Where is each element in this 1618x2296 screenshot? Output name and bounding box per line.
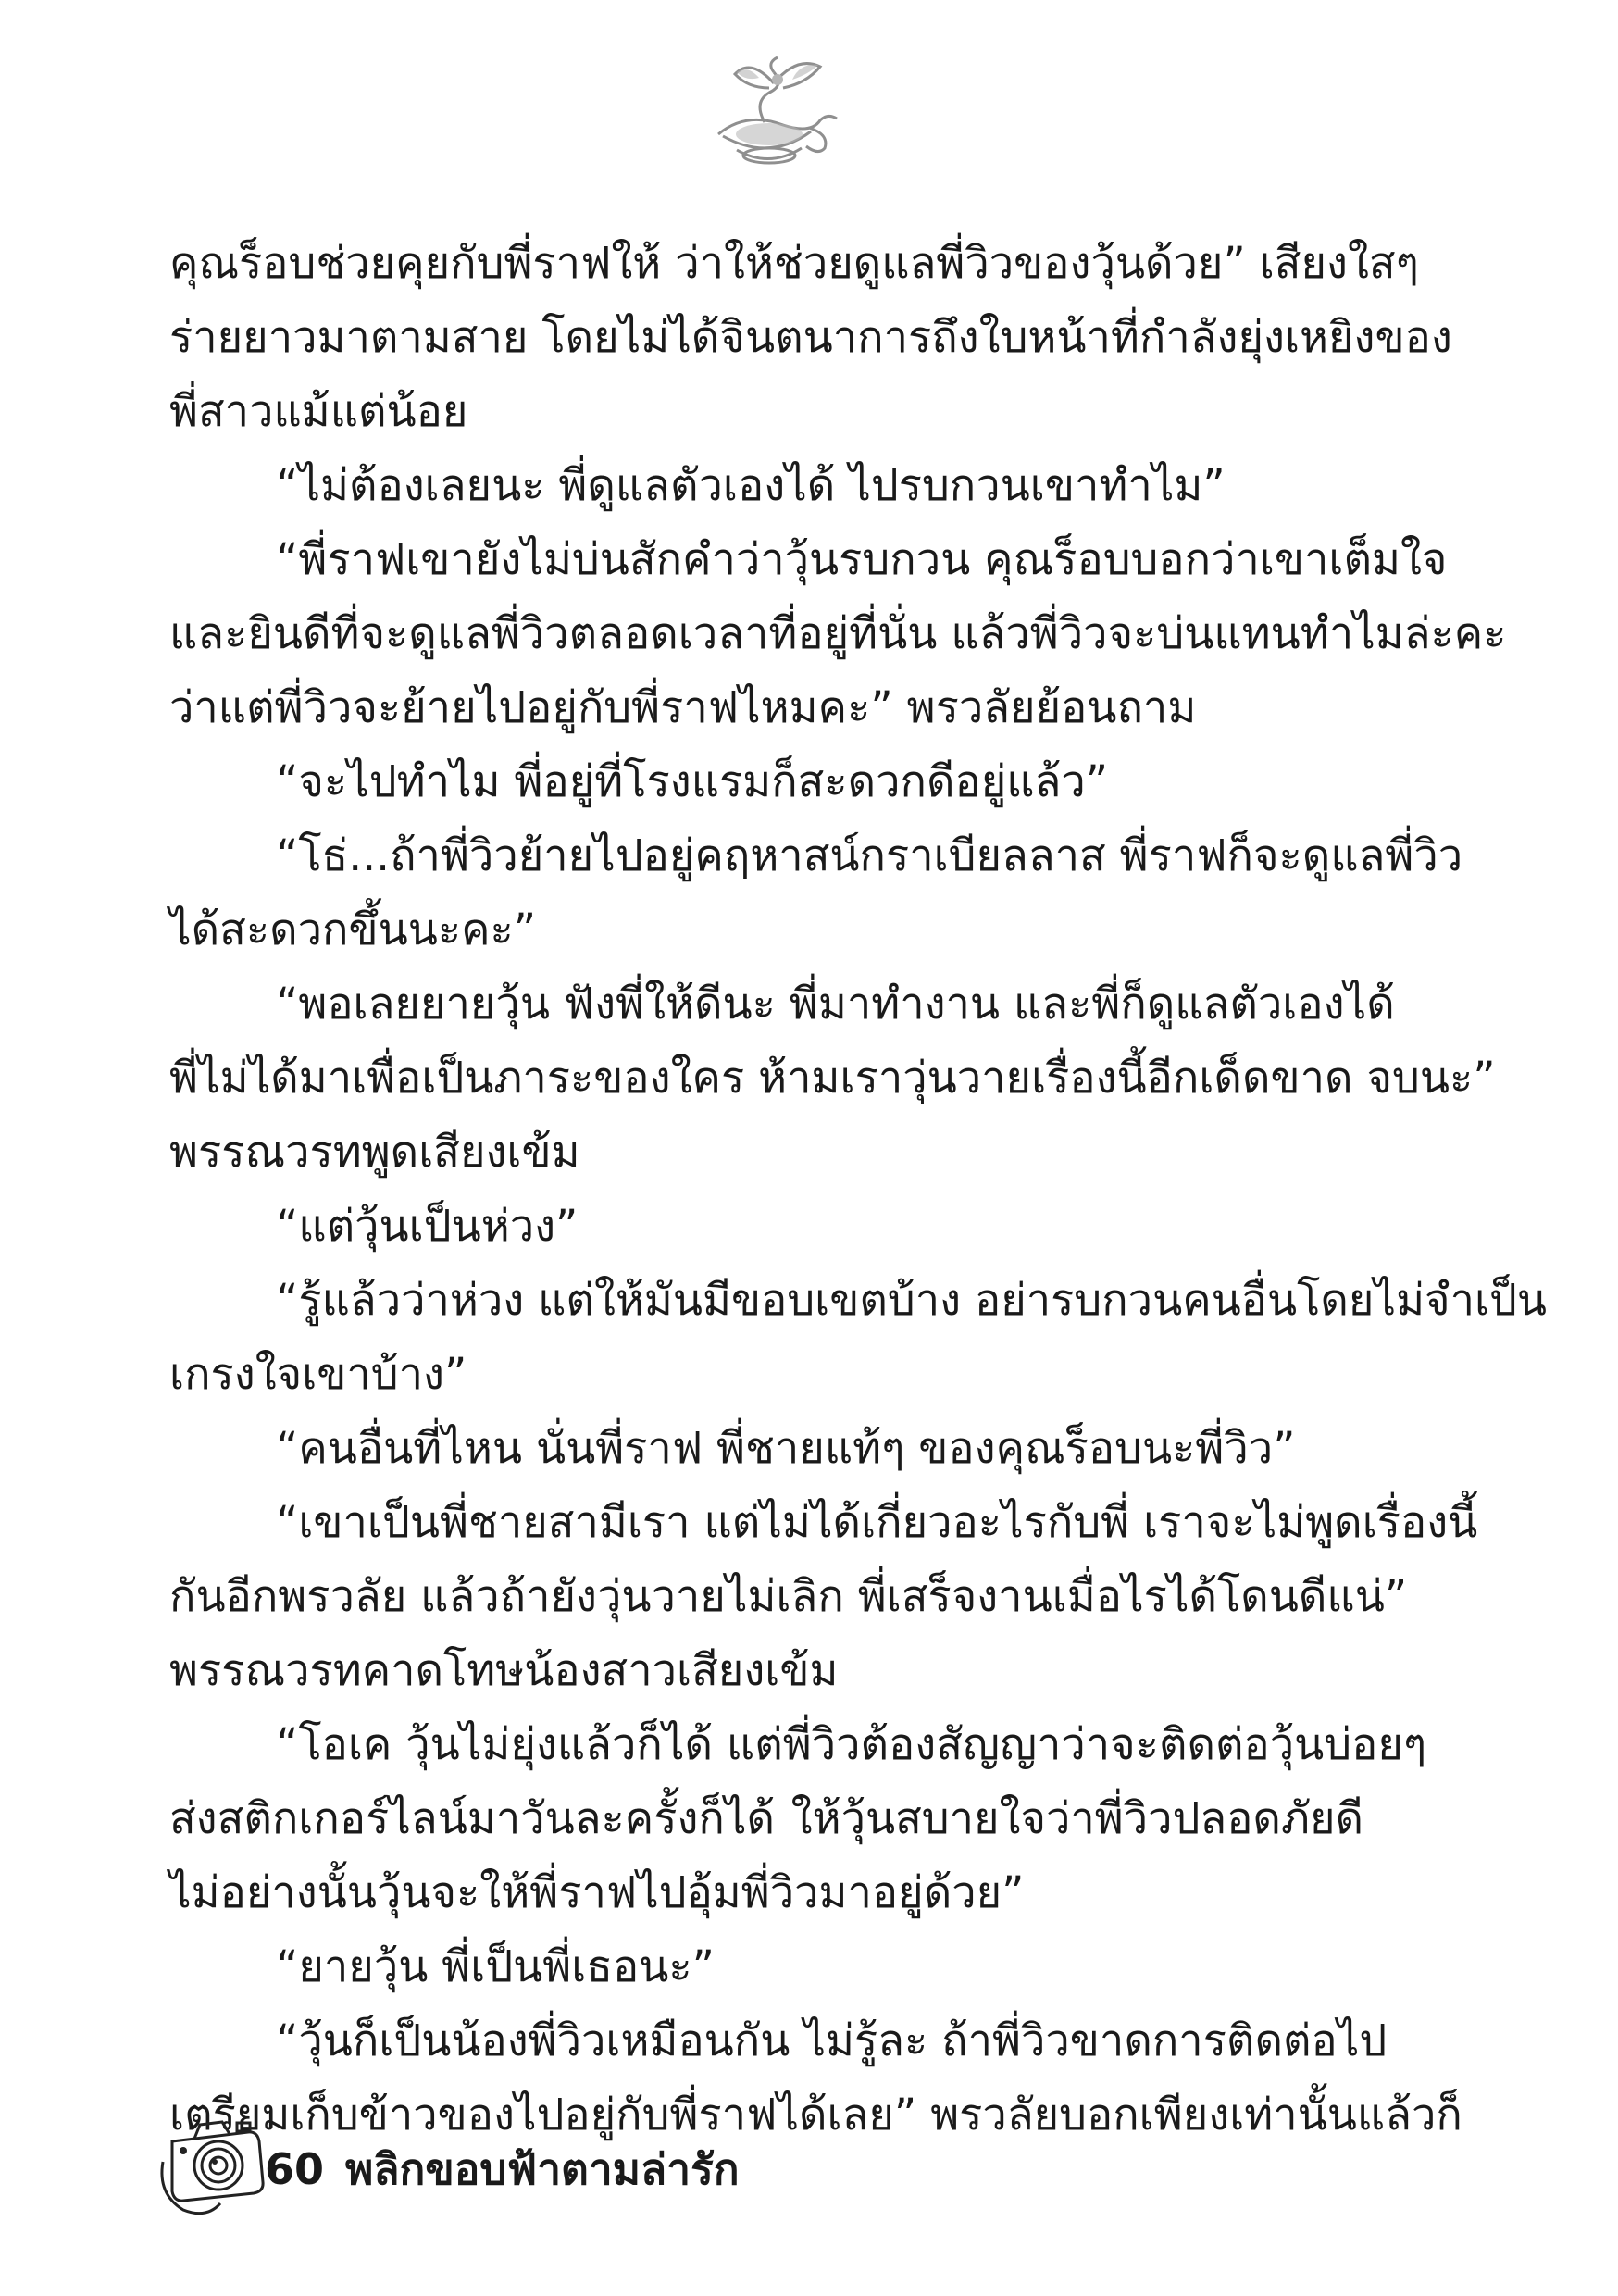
- text-line-19: กันอีกพรวลัย แล้วถ้ายังวุ่นวายไม่เลิก พี่เสร็จงานเมื่อไรได้โดนดีแน่”: [169, 1571, 1408, 1622]
- text-line-1: คุณร็อบช่วยคุยกับพี่ราฟให้ ว่าให้ช่วยดูแลพี่วิวของวุ้นด้วย” เสียงใสๆ: [169, 238, 1419, 289]
- text-line-4: “ไม่ต้องเลยนะ พี่ดูแลตัวเองได้ ไปรบกวนเขาทำไม”: [276, 460, 1226, 511]
- text-line-13: พรรณวรทพูดเสียงเข้ม: [169, 1127, 580, 1178]
- book-title: พลิกขอบฟ้าตามล่ารัก: [345, 2144, 740, 2194]
- text-line-5: “พี่ราฟเขายังไม่บ่นสักคำว่าวุ้นรบกวน คุณร็อบบอกว่าเขาเต็มใจ: [276, 534, 1448, 585]
- text-line-2: ร่ายยาวมาตามสาย โดยไม่ได้จินตนาการถึงใบหน้าที่กำลังยุ่งเหยิงของ: [169, 312, 1452, 363]
- text-line-23: ไม่อย่างนั้นวุ้นจะให้พี่ราฟไปอุ้มพี่วิวมาอยู่ด้วย”: [169, 1867, 1025, 1918]
- text-line-21: “โอเค วุ้นไม่ยุ่งแล้วก็ได้ แต่พี่วิวต้องสัญญาว่าจะติดต่อวุ้นบ่อยๆ: [276, 1719, 1427, 1770]
- text-line-12: พี่ไม่ได้มาเพื่อเป็นภาระของใคร ห้ามเราวุ่นวายเรื่องนี้อีกเด็ดขาด จบนะ”: [169, 1053, 1496, 1104]
- text-line-25: “วุ้นก็เป็นน้องพี่วิวเหมือนกัน ไม่รู้ละ ถ้าพี่วิวขาดการติดต่อไป: [276, 2015, 1388, 2066]
- text-line-20: พรรณวรทคาดโทษน้องสาวเสียงเข้ม: [169, 1645, 839, 1696]
- text-line-7: ว่าแต่พี่วิวจะย้ายไปอยู่กับพี่ราฟไหมคะ” พรวลัยย้อนถาม: [169, 682, 1197, 733]
- page-footer: [156, 2106, 896, 2227]
- text-line-17: “คนอื่นที่ไหน นั่นพี่ราฟ พี่ชายแท้ๆ ของคุณร็อบนะพี่วิว”: [276, 1423, 1296, 1474]
- text-line-11: “พอเลยยายวุ้น ฟังพี่ให้ดีนะ พี่มาทำงาน และพี่ก็ดูแลตัวเองได้: [276, 979, 1395, 1029]
- text-line-14: “แต่วุ้นเป็นห่วง”: [276, 1201, 579, 1252]
- text-line-3: พี่สาวแม้แต่น้อย: [169, 386, 468, 437]
- page-number: 60: [265, 2144, 325, 2194]
- text-line-16: เกรงใจเขาบ้าง”: [169, 1349, 467, 1400]
- text-line-10: ได้สะดวกขึ้นนะคะ”: [169, 905, 537, 955]
- camera-icon: [156, 2106, 276, 2222]
- text-line-24: “ยายวุ้น พี่เป็นพี่เธอนะ”: [276, 1941, 715, 1992]
- text-line-22: ส่งสติกเกอร์ไลน์มาวันละครั้งก็ได้ ให้วุ้นสบายใจว่าพี่วิวปลอดภัยดี: [169, 1793, 1363, 1844]
- text-line-26: เตรียมเก็บข้าวของไปอยู่กับพี่ราฟได้เลย” พรวลัยบอกเพียงเท่านั้นแล้วก็: [169, 2090, 1462, 2140]
- text-line-8: “จะไปทำไม พี่อยู่ที่โรงแรมก็สะดวกดีอยู่แล้ว”: [276, 756, 1109, 807]
- text-line-9: “โธ่...ถ้าพี่วิวย้ายไปอยู่คฤหาสน์กราเบียลลาส พี่ราฟก็จะดูแลพี่วิว: [276, 830, 1463, 881]
- text-line-18: “เขาเป็นพี่ชายสามีเรา แต่ไม่ได้เกี่ยวอะไรกับพี่ เราจะไม่พูดเรื่องนี้: [276, 1497, 1478, 1548]
- magic-lamp-ornament-icon: [681, 46, 857, 176]
- text-line-6: และยินดีที่จะดูแลพี่วิวตลอดเวลาที่อยู่ที่นั่น แล้วพี่วิวจะบ่นแทนทำไมล่ะคะ: [169, 608, 1507, 659]
- text-line-15: “รู้แล้วว่าห่วง แต่ให้มันมีขอบเขตบ้าง อย่ารบกวนคนอื่นโดยไม่จำเป็น: [276, 1275, 1548, 1326]
